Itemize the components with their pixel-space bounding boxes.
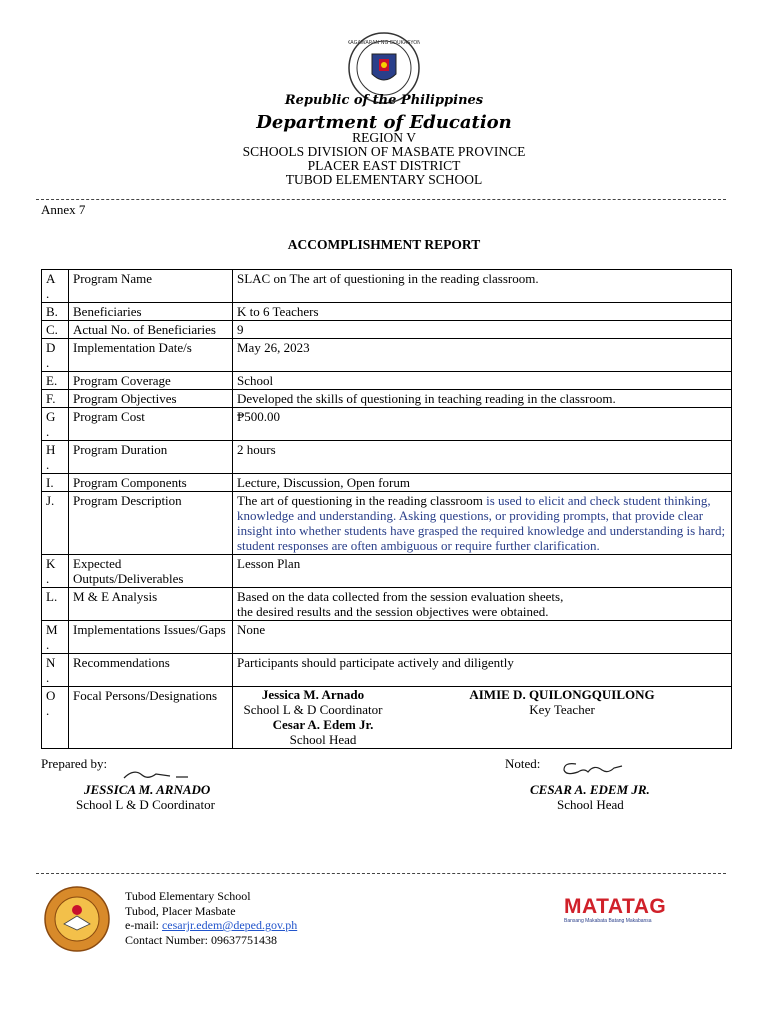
table-row — [42, 492, 732, 555]
svg-text:KAGAWARAN NG EDUKASYON: KAGAWARAN NG EDUKASYON — [348, 40, 420, 46]
row-label: Program Coverage — [69, 372, 233, 390]
table-row — [42, 588, 732, 621]
row-letter: G . — [42, 408, 69, 441]
row-value — [233, 588, 732, 621]
row-letter: L. — [42, 588, 69, 621]
row-letter: D . — [42, 339, 69, 372]
row-value: School — [233, 372, 732, 390]
table-row — [42, 621, 732, 654]
noted-label: Noted: — [505, 756, 541, 771]
row-value: SLAC on The art of questioning in the reading classroom. — [233, 270, 732, 303]
footer-school: Tubod Elementary School — [125, 889, 251, 903]
matatag-logo — [564, 896, 678, 930]
table-row — [42, 441, 732, 474]
department-title: Department of Education — [256, 112, 512, 133]
header-divider — [36, 199, 726, 200]
footer-divider — [36, 873, 726, 874]
table-row — [42, 408, 732, 441]
row-label: Program Cost — [69, 408, 233, 441]
accomplishment-table — [41, 269, 732, 749]
row-label: Program Description — [69, 492, 233, 555]
row-value: May 26, 2023 — [233, 339, 732, 372]
row-letter: O . — [42, 687, 69, 749]
table-row — [42, 474, 732, 492]
row-value: ₱500.00 — [233, 408, 732, 441]
noted-signature-image — [558, 758, 628, 778]
school-logo — [44, 886, 110, 952]
table-row — [42, 270, 732, 303]
focal-person-3-role: School Head — [289, 732, 357, 747]
prepared-by-label: Prepared by: — [41, 756, 108, 771]
row-label: Actual No. of Beneficiaries — [69, 321, 233, 339]
row-value: Participants should participate actively and diligently — [233, 654, 732, 687]
analysis-line-2: the desired results and the session objectives were obtained. — [237, 604, 549, 619]
prepared-by-role: School L & D Coordinator — [76, 797, 215, 812]
description-text-b: is used to elicit and check student thinking, knowledge and understanding. Asking questions, or providing prompts, that provide clear insight into whether students have grasped the required knowledge and understanding is hard; student responses are often ambiguous or require further clarification. — [237, 493, 726, 553]
focal-person-1-name: Jessica M. Arnado — [261, 687, 365, 702]
row-value — [233, 492, 732, 555]
row-letter: B. — [42, 303, 69, 321]
school-line: TUBOD ELEMENTARY SCHOOL — [285, 172, 483, 187]
district-line: PLACER EAST DISTRICT — [307, 158, 461, 173]
region-line: REGION V — [352, 130, 416, 145]
row-letter: A . — [42, 270, 69, 303]
row-value: Lesson Plan — [233, 555, 732, 588]
row-value: Lecture, Discussion, Open forum — [233, 474, 732, 492]
focal-person-2-name: AIMIE D. QUILONGQUILONG — [469, 687, 655, 702]
noted-name: CESAR A. EDEM JR. — [530, 782, 650, 797]
table-row — [42, 303, 732, 321]
report-title: ACCOMPLISHMENT REPORT — [287, 237, 481, 252]
annex-label: Annex 7 — [41, 202, 86, 217]
row-label: Program Duration — [69, 441, 233, 474]
footer-email-link[interactable]: cesarjr.edem@deped.gov.ph — [161, 918, 298, 932]
focal-person-2-role: Key Teacher — [529, 702, 595, 717]
row-letter: M . — [42, 621, 69, 654]
row-value — [233, 687, 732, 749]
row-letter: K . — [42, 555, 69, 588]
row-letter: J. — [42, 492, 69, 555]
row-value: Developed the skills of questioning in teaching reading in the classroom. — [233, 390, 732, 408]
row-label: Program Name — [69, 270, 233, 303]
row-letter: I. — [42, 474, 69, 492]
row-letter: H . — [42, 441, 69, 474]
table-row — [42, 321, 732, 339]
footer-contact: Contact Number: 09637751438 — [125, 933, 277, 947]
division-line: SCHOOLS DIVISION OF MASBATE PROVINCE — [242, 144, 526, 159]
table-row — [42, 339, 732, 372]
table-row — [42, 390, 732, 408]
row-value: None — [233, 621, 732, 654]
row-letter: F. — [42, 390, 69, 408]
description-text-a: The art of questioning in the reading classroom — [237, 493, 483, 508]
focal-person-3-name: Cesar A. Edem Jr. — [272, 717, 374, 732]
row-label: Focal Persons/Designations — [69, 687, 233, 749]
matatag-wordmark: MATATAG — [564, 895, 667, 918]
row-value: 9 — [233, 321, 732, 339]
row-label: Program Objectives — [69, 390, 233, 408]
footer-address: Tubod, Placer Masbate — [125, 904, 236, 918]
republic-line: Republic of the Philippines — [284, 93, 484, 108]
row-label: Program Components — [69, 474, 233, 492]
row-label: Implementations Issues/Gaps — [69, 621, 233, 654]
row-label: Beneficiaries — [69, 303, 233, 321]
matatag-tagline: Bansang Makabata Batang Makabansa — [564, 918, 652, 924]
focal-person-1-role: School L & D Coordinator — [243, 702, 383, 717]
noted-role: School Head — [557, 797, 624, 812]
row-value: 2 hours — [233, 441, 732, 474]
row-label: M & E Analysis — [69, 588, 233, 621]
row-label: Implementation Date/s — [69, 339, 233, 372]
row-value: K to 6 Teachers — [233, 303, 732, 321]
table-row — [42, 687, 732, 749]
prepared-by-name: JESSICA M. ARNADO — [84, 782, 211, 797]
footer-email-label: e-mail: — [125, 918, 159, 932]
row-letter: C. — [42, 321, 69, 339]
table-row — [42, 372, 732, 390]
table-row — [42, 555, 732, 588]
table-row — [42, 654, 732, 687]
row-letter: N . — [42, 654, 69, 687]
analysis-line-1: Based on the data collected from the session evaluation sheets, — [237, 589, 564, 604]
row-label: Recommendations — [69, 654, 233, 687]
row-letter: E. — [42, 372, 69, 390]
row-label: Expected Outputs/Deliverables — [69, 555, 233, 588]
